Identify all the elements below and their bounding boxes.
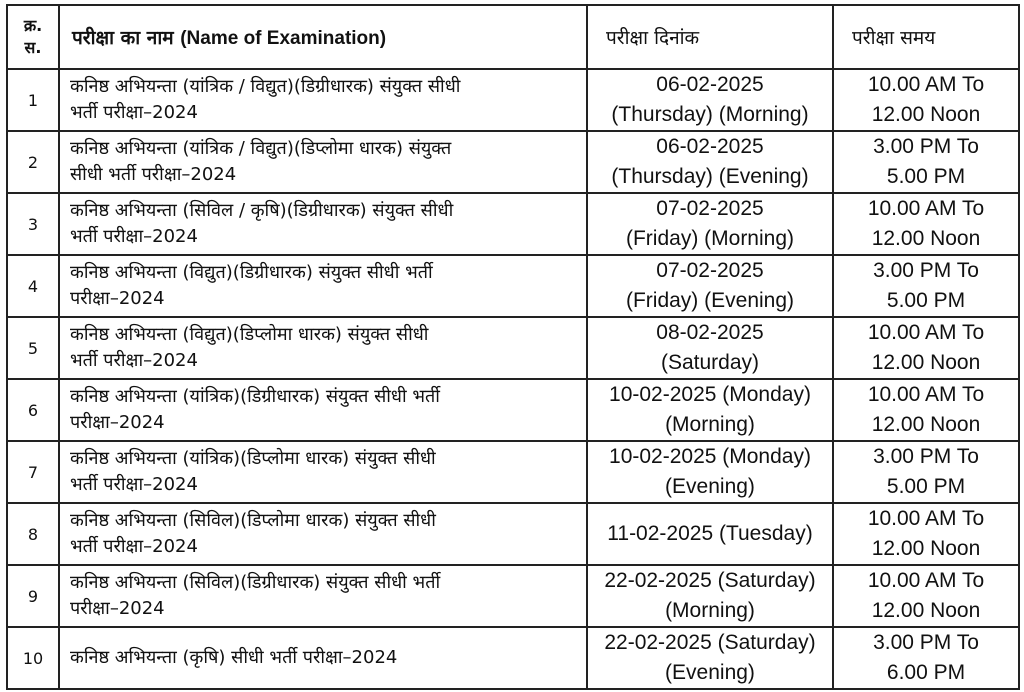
exam-time-line2: 12.00 Noon [871, 537, 981, 560]
exam-time-line2: 12.00 Noon [871, 227, 981, 250]
exam-time-line1: 3.00 PM To [873, 259, 979, 282]
header-serial-line2: स. [24, 38, 42, 57]
exam-date-line1: 06-02-2025 [656, 73, 764, 96]
exam-name-line1: कनिष्ठ अभियन्ता (विद्युत)(डिप्लोमा धारक) संयुक्त सीधी [70, 324, 429, 345]
exam-date [587, 379, 833, 441]
exam-date-line1: 22-02-2025 (Saturday) [604, 631, 816, 654]
exam-time [833, 503, 1019, 565]
exam-name [59, 627, 587, 689]
serial-number [7, 131, 59, 193]
serial-number [7, 441, 59, 503]
exam-date [587, 627, 833, 689]
exam-time-line1: 10.00 AM To [867, 73, 985, 96]
exam-name-line2: भर्ती परीक्षा–2024 [70, 474, 198, 495]
exam-time-line2: 12.00 Noon [871, 351, 981, 374]
exam-date-line2: (Evening) [665, 661, 755, 684]
table-row [7, 255, 1019, 317]
exam-date-line2: (Friday) (Evening) [625, 289, 795, 312]
serial-number-text: 4 [27, 276, 39, 296]
exam-time [833, 441, 1019, 503]
exam-name-line2: परीक्षा–2024 [70, 598, 165, 619]
table-row [7, 503, 1019, 565]
exam-name-line1: कनिष्ठ अभियन्ता (सिविल)(डिप्लोमा धारक) संयुक्त सीधी [70, 510, 436, 531]
exam-date-line2: (Morning) [665, 413, 755, 436]
serial-number-text: 9 [27, 586, 39, 606]
exam-time [833, 565, 1019, 627]
exam-name-line2: सीधी भर्ती परीक्षा–2024 [70, 164, 237, 185]
exam-date-line2: (Saturday) [660, 351, 760, 374]
table-row [7, 193, 1019, 255]
exam-name-line2: भर्ती परीक्षा–2024 [70, 102, 198, 123]
table-row [7, 131, 1019, 193]
exam-time-line2: 5.00 PM [886, 475, 966, 498]
exam-date-line1: 11-02-2025 (Tuesday) [607, 522, 813, 545]
serial-number [7, 503, 59, 565]
exam-date [587, 131, 833, 193]
serial-number-text: 10 [22, 648, 44, 668]
exam-date [587, 441, 833, 503]
table-row [7, 379, 1019, 441]
exam-name-line1: कनिष्ठ अभियन्ता (कृषि) सीधी भर्ती परीक्षा–2024 [70, 647, 398, 668]
exam-name [59, 503, 587, 565]
exam-date-line1: 22-02-2025 (Saturday) [604, 569, 816, 592]
header-serial [7, 5, 59, 69]
exam-date [587, 69, 833, 131]
exam-time-line1: 10.00 AM To [867, 507, 985, 530]
exam-name-line1: कनिष्ठ अभियन्ता (विद्युत)(डिग्रीधारक) संयुक्त सीधी भर्ती [70, 262, 433, 283]
table-row [7, 69, 1019, 131]
exam-name-line1: कनिष्ठ अभियन्ता (यांत्रिक / विद्युत)(डिप्लोमा धारक) संयुक्त [70, 138, 452, 159]
serial-number-text: 2 [27, 152, 39, 172]
exam-time [833, 255, 1019, 317]
header-time: परीक्षा समय [833, 5, 1019, 69]
table-row [7, 565, 1019, 627]
exam-name [59, 441, 587, 503]
exam-time-line2: 12.00 Noon [871, 599, 981, 622]
header-date: परीक्षा दिनांक [587, 5, 833, 69]
exam-name [59, 193, 587, 255]
serial-number [7, 193, 59, 255]
exam-name [59, 379, 587, 441]
serial-number-text: 1 [27, 90, 39, 110]
serial-number-text: 7 [27, 462, 39, 482]
exam-date [587, 317, 833, 379]
exam-time [833, 193, 1019, 255]
header-name-english: (Name of Examination) [180, 28, 387, 49]
exam-time [833, 379, 1019, 441]
exam-date-line1: 07-02-2025 [656, 197, 764, 220]
serial-number-text: 5 [27, 338, 39, 358]
exam-name-line1: कनिष्ठ अभियन्ता (सिविल / कृषि)(डिग्रीधारक) संयुक्त सीधी [70, 200, 454, 221]
exam-time-line1: 10.00 AM To [867, 383, 985, 406]
exam-name-line2: परीक्षा–2024 [70, 412, 165, 433]
exam-name-line2: परीक्षा–2024 [70, 288, 165, 309]
exam-name-line2: भर्ती परीक्षा–2024 [70, 226, 198, 247]
exam-schedule-table [6, 4, 1020, 690]
exam-name-line1: कनिष्ठ अभियन्ता (यांत्रिक / विद्युत)(डिग्रीधारक) संयुक्त सीधी [70, 76, 461, 97]
exam-time-line2: 12.00 Noon [871, 103, 981, 126]
exam-time [833, 317, 1019, 379]
exam-name-line2: भर्ती परीक्षा–2024 [70, 536, 198, 557]
exam-time-line1: 3.00 PM To [873, 631, 979, 654]
serial-number [7, 379, 59, 441]
exam-time-line2: 5.00 PM [886, 165, 966, 188]
exam-name-line2: भर्ती परीक्षा–2024 [70, 350, 198, 371]
header-name [59, 5, 587, 69]
exam-date-line1: 08-02-2025 [656, 321, 764, 344]
exam-time [833, 69, 1019, 131]
table-row [7, 627, 1019, 689]
serial-number [7, 255, 59, 317]
serial-number-text: 8 [27, 524, 39, 544]
exam-date-line2: (Friday) (Morning) [625, 227, 795, 250]
exam-name-line1: कनिष्ठ अभियन्ता (सिविल)(डिग्रीधारक) संयुक्त सीधी भर्ती [70, 572, 441, 593]
exam-name-line1: कनिष्ठ अभियन्ता (यांत्रिक)(डिग्रीधारक) संयुक्त सीधी भर्ती [70, 386, 440, 407]
exam-name [59, 131, 587, 193]
exam-date [587, 503, 833, 565]
exam-name [59, 317, 587, 379]
exam-name-line1: कनिष्ठ अभियन्ता (यांत्रिक)(डिप्लोमा धारक) संयुक्त सीधी [70, 448, 436, 469]
exam-date-line2: (Morning) [665, 599, 755, 622]
header-row [7, 5, 1019, 69]
exam-date [587, 565, 833, 627]
exam-time-line2: 12.00 Noon [871, 413, 981, 436]
exam-time-line1: 10.00 AM To [867, 569, 985, 592]
exam-time [833, 131, 1019, 193]
exam-time-line1: 10.00 AM To [867, 321, 985, 344]
exam-date [587, 255, 833, 317]
exam-schedule [6, 4, 1018, 688]
exam-date-line2: (Thursday) (Morning) [611, 103, 809, 126]
exam-date-line1: 10-02-2025 (Monday) [609, 383, 811, 406]
exam-date-line1: 06-02-2025 [656, 135, 764, 158]
exam-name [59, 255, 587, 317]
exam-time-line1: 3.00 PM To [873, 445, 979, 468]
header-name-hindi: परीक्षा का नाम [72, 27, 181, 49]
serial-number [7, 317, 59, 379]
exam-date [587, 193, 833, 255]
exam-name [59, 565, 587, 627]
exam-time-line1: 10.00 AM To [867, 197, 985, 220]
serial-number [7, 565, 59, 627]
exam-time-line2: 5.00 PM [886, 289, 966, 312]
exam-date-line2: (Thursday) (Evening) [611, 165, 809, 188]
exam-time [833, 627, 1019, 689]
serial-number-text: 3 [27, 214, 39, 234]
serial-number [7, 627, 59, 689]
header-serial-line1: क्र. [23, 16, 43, 35]
serial-number-text: 6 [27, 400, 39, 420]
serial-number [7, 69, 59, 131]
table-row [7, 317, 1019, 379]
exam-time-line1: 3.00 PM To [873, 135, 979, 158]
table-row [7, 441, 1019, 503]
exam-date-line1: 10-02-2025 (Monday) [609, 445, 811, 468]
exam-date-line1: 07-02-2025 [656, 259, 764, 282]
exam-date-line2: (Evening) [665, 475, 755, 498]
exam-time-line2: 6.00 PM [886, 661, 966, 684]
exam-name [59, 69, 587, 131]
